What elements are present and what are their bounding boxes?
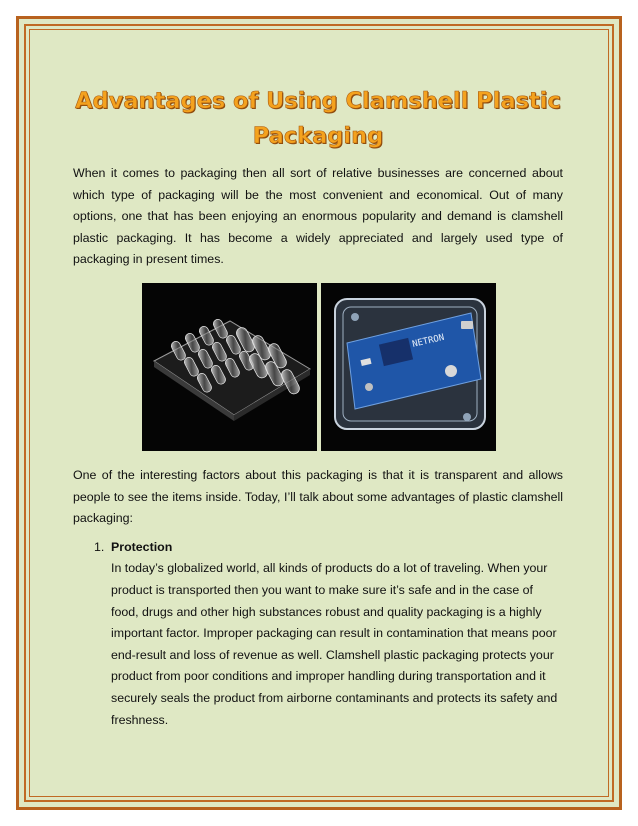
tray-illustration xyxy=(142,283,317,451)
image-row xyxy=(142,283,563,451)
intro-paragraph: When it comes to packaging then all sort of relative businesses are concerned about which type of packaging will be the most convenient and economical. Out of many options, one that has been enjoying an enormous popularity and demand is clamshell plastic packaging. It has become a widely appreciated and largely used type of packaging in present times. xyxy=(73,166,563,267)
title-line-1: Advantages of Using Clamshell Plastic xyxy=(75,88,561,114)
clamshell-illustration xyxy=(321,283,496,451)
clamshell-with-circuit-board-image xyxy=(321,283,496,451)
list-item-number: 1. xyxy=(94,539,105,554)
advantages-list xyxy=(73,537,563,731)
document-title xyxy=(73,84,563,154)
list-item-heading: Protection xyxy=(111,539,173,554)
title-line-2: Packaging xyxy=(252,123,384,149)
list-item-body: In today’s globalized world, all kinds of products do a lot of traveling. When your product is transported then you want to make sure it’s safe and in the case of food, drugs and other high substances robust and quality packaging is a highly important factor. Improper packaging can result in contamination that means poor end-result and loss of revenue as well. Clamshell plastic packaging protects your product from poor conditions and improper handling during transportation and it securely seals the product from airborne contaminants and protects its safety and freshness. xyxy=(111,561,558,727)
second-paragraph: One of the interesting factors about this packaging is that it is transparent and allows people to see the items inside. Today, I’ll talk about some advantages of plastic clamshell packaging: xyxy=(73,467,563,526)
board-label: NETRON xyxy=(411,332,446,350)
clear-plastic-tray-image xyxy=(142,283,317,451)
document-content xyxy=(73,84,563,731)
list-item xyxy=(73,537,563,731)
